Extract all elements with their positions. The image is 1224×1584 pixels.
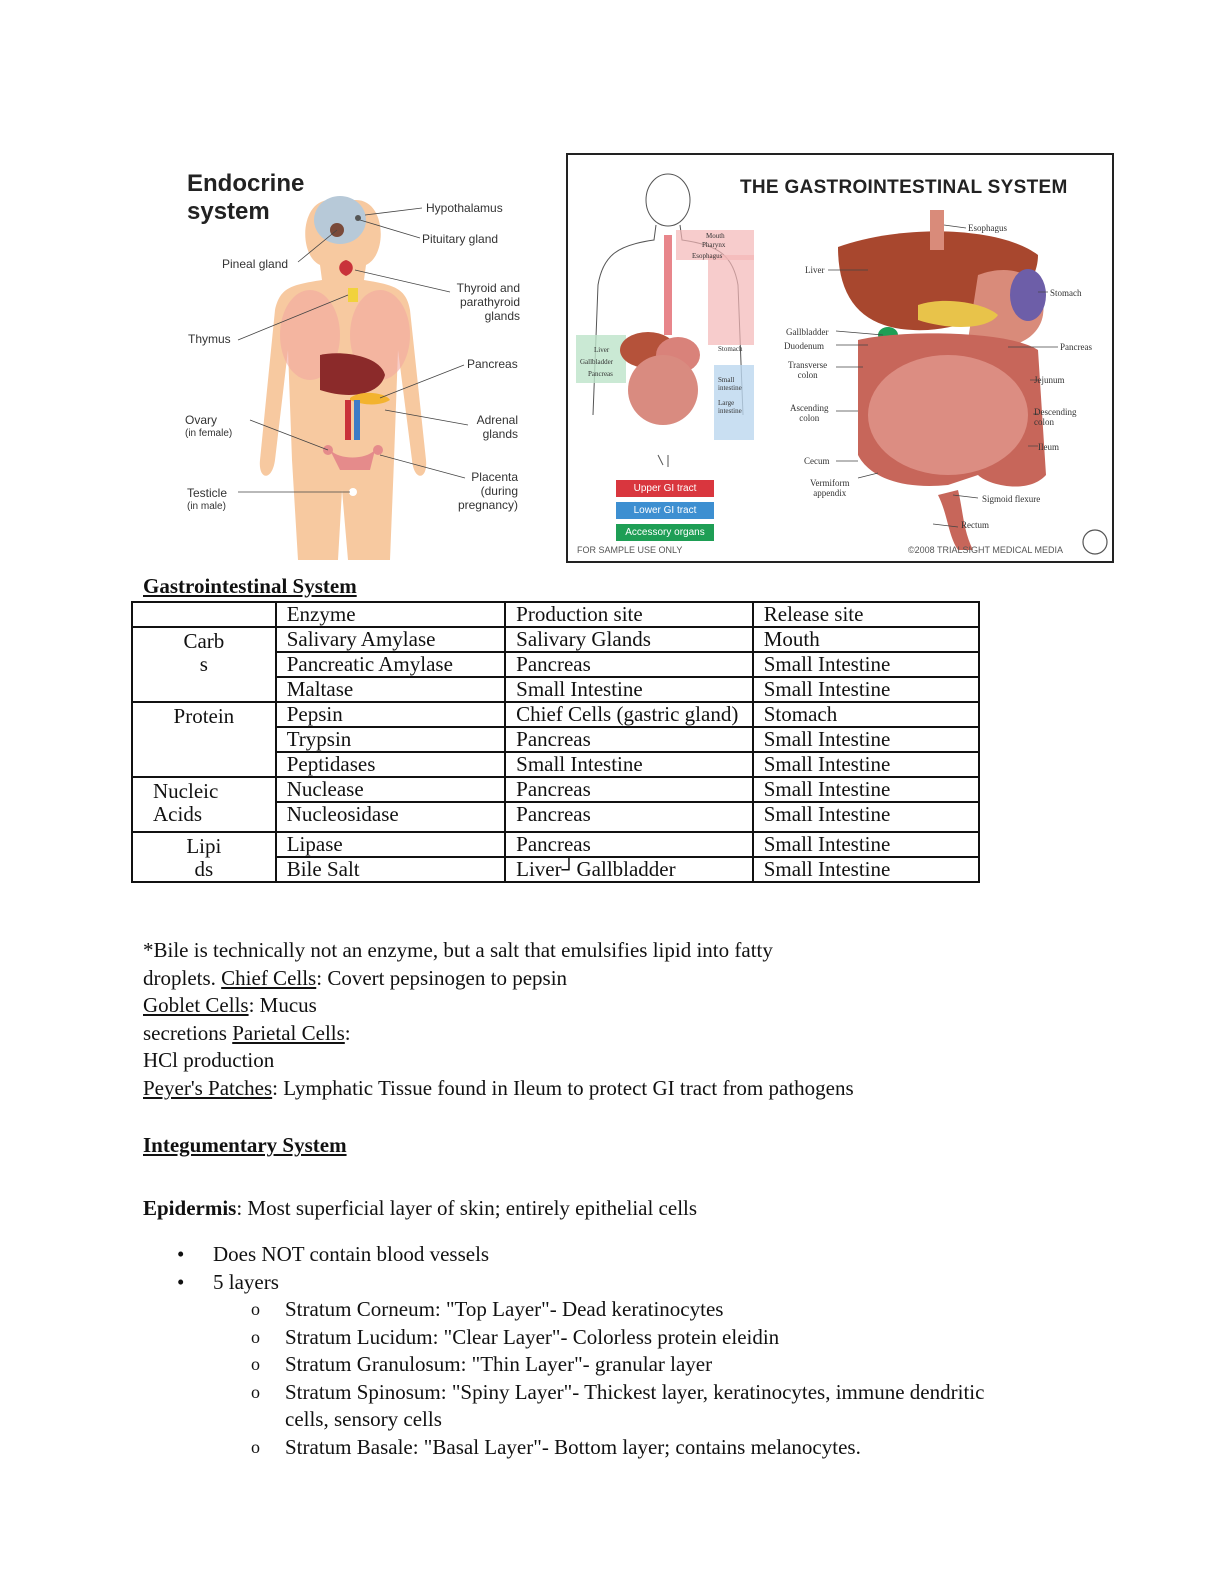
chief-cells-term: Chief Cells: [221, 965, 317, 990]
table-row: [132, 832, 979, 857]
gi-system-figure: [566, 153, 1114, 563]
category-lipids: [132, 832, 276, 882]
production-cell: Small Intestine: [505, 677, 753, 702]
layer-text: Stratum Corneum: "Top Layer"- Dead keratinocytes: [285, 1297, 724, 1321]
release-cell: Small Intestine: [753, 652, 979, 677]
bullet-text: 5 layers: [213, 1269, 279, 1294]
production-cell: Salivary Glands: [505, 627, 753, 652]
layer-text: Stratum Basale: "Basal Layer"- Bottom layer; contains melanocytes.: [285, 1434, 861, 1459]
release-cell: Small Intestine: [753, 752, 979, 777]
enzyme-cell: Pepsin: [276, 702, 505, 727]
label-small-intestine-1: Small: [718, 376, 735, 384]
label-rectum: Rectum: [961, 520, 989, 530]
list-item: [213, 1324, 1043, 1352]
label-thyroid-1: Thyroid and: [456, 281, 520, 295]
label-jejunum: Jejunum: [1034, 375, 1065, 385]
label-transverse-1: Transverse: [788, 360, 828, 370]
label-ascending-colon: [790, 403, 829, 423]
enzyme-cell: Salivary Amylase: [276, 627, 505, 652]
list-item: [143, 1241, 1043, 1269]
label-thyroid-2: parathyroid: [459, 295, 520, 309]
label-liver: Liver: [805, 265, 825, 275]
label-placenta-1: Placenta: [471, 470, 518, 484]
list-item: [213, 1379, 991, 1434]
layer-list: [213, 1296, 1043, 1461]
label-adrenal-1: Adrenal: [476, 413, 518, 427]
list-item: [143, 1269, 1043, 1462]
endocrine-title-line1: Endocrine: [187, 170, 305, 197]
gi-footer-left: FOR SAMPLE USE ONLY: [577, 545, 683, 555]
table-row: [132, 702, 979, 727]
label-thyroid-3: glands: [484, 309, 520, 323]
enzyme-cell: Peptidases: [276, 752, 505, 777]
enzyme-cell: Bile Salt: [276, 857, 505, 882]
hcl-text: HCl production: [143, 1048, 275, 1072]
label-ileum: Ileum: [1038, 442, 1059, 452]
header-cell: Release site: [753, 602, 979, 627]
label-gallbladder: Gallbladder: [786, 327, 829, 337]
production-cell: Pancreas: [505, 832, 753, 857]
label-ascending-2: colon: [799, 413, 820, 423]
label-adrenal: [450, 413, 518, 441]
label-placenta: [448, 470, 518, 512]
label-cecum: Cecum: [804, 456, 830, 466]
table-row: [132, 777, 979, 802]
epidermis-term: Epidermis: [143, 1196, 237, 1220]
sub-bullet-icon: o: [251, 1299, 260, 1319]
release-cell: Small Intestine: [753, 802, 979, 832]
endocrine-title-line2: system: [187, 198, 270, 225]
enzyme-cell: Lipase: [276, 832, 505, 857]
legend-accessory: Accessory organs: [616, 524, 714, 541]
enzyme-cell: Pancreatic Amylase: [276, 652, 505, 677]
label-esophagus: Esophagus: [968, 223, 1007, 233]
enzyme-cell: Nucleosidase: [276, 802, 505, 832]
label-ovary-sub: (in female): [185, 428, 233, 439]
category-carbs-1: Carb: [183, 629, 225, 653]
goblet-cells-def: : Mucus: [248, 993, 317, 1017]
label-sigmoid: Sigmoid flexure: [982, 494, 1041, 504]
list-item: [213, 1434, 1043, 1462]
production-cell: Pancreas: [505, 777, 753, 802]
endocrine-title: [187, 170, 304, 226]
label-pancreas: Pancreas: [467, 357, 518, 371]
production-cell: Small Intestine: [505, 752, 753, 777]
secretions-text: secretions: [143, 1020, 233, 1045]
label-transverse-2: colon: [797, 370, 818, 380]
enzyme-table: [131, 601, 980, 883]
label-thymus: Thymus: [188, 332, 231, 346]
header-cell: [132, 602, 276, 627]
label-testicle: [187, 486, 227, 514]
peyers-patches-def: : Lymphatic Tissue found in Ileum to protect GI tract from pathogens: [272, 1075, 854, 1100]
bullet-icon: •: [177, 1269, 185, 1294]
label-small-intestine-2: intestine: [718, 384, 742, 392]
parietal-cells-term: Parietal Cells: [232, 1020, 345, 1045]
category-lipids-2: ds: [194, 857, 214, 881]
legend-lower-gi: Lower GI tract: [616, 502, 714, 519]
list-item: [213, 1296, 1043, 1324]
production-cell: Pancreas: [505, 727, 753, 752]
label-ovary: [185, 413, 232, 441]
bullet-icon: •: [177, 1242, 185, 1266]
enzyme-cell: Trypsin: [276, 727, 505, 752]
category-nucleic-acids: [132, 777, 276, 832]
parietal-colon: :: [344, 1020, 351, 1045]
integumentary-heading: Integumentary System: [143, 1133, 347, 1157]
gi-section-heading: Gastrointestinal System: [143, 574, 357, 598]
category-nucleic-2: Acids: [153, 802, 202, 826]
production-cell: Chief Cells (gastric gland): [505, 702, 753, 727]
legend-upper-gi: Upper GI tract: [616, 480, 714, 497]
release-cell: Small Intestine: [753, 857, 979, 882]
label-pancreas-gi: Pancreas: [1060, 342, 1092, 352]
label-esophagus-small: Esophagus: [692, 252, 723, 260]
category-carbs-2: s: [199, 652, 208, 676]
label-pancreas-small: Pancreas: [588, 370, 613, 378]
label-stomach: Stomach: [1050, 288, 1082, 298]
category-nucleic-1: Nucleic: [153, 779, 219, 803]
epidermis-bullets: [143, 1241, 1043, 1461]
sub-bullet-icon: o: [251, 1381, 260, 1402]
sub-bullet-icon: o: [251, 1436, 260, 1457]
label-vermiform-2: appendix: [813, 488, 847, 498]
label-ascending-1: Ascending: [790, 403, 829, 413]
label-testicle-text: Testicle: [187, 486, 228, 500]
label-descending-1: Descending: [1034, 407, 1077, 417]
chief-cells-def: : Covert pepsinogen to pepsin: [316, 965, 568, 990]
label-gallbladder-small: Gallbladder: [580, 358, 614, 366]
layer-text: Stratum Granulosum: "Thin Layer"- granular layer: [285, 1352, 713, 1376]
goblet-cells-term: Goblet Cells: [143, 993, 249, 1017]
release-cell: Mouth: [753, 627, 979, 652]
label-pineal: Pineal gland: [222, 257, 289, 271]
bile-note-line2: droplets.: [143, 965, 222, 990]
epidermis-definition: [143, 1195, 697, 1223]
label-descending-colon: [1034, 407, 1077, 427]
label-mouth: Mouth: [706, 232, 725, 240]
label-testicle-sub: (in male): [187, 501, 226, 512]
label-thyroid: [442, 281, 520, 323]
sub-bullet-icon: o: [251, 1354, 260, 1374]
label-pharynx: Pharynx: [702, 241, 726, 249]
epidermis-def: : Most superficial layer of skin; entirely epithelial cells: [236, 1196, 698, 1220]
table-header-row: [132, 602, 979, 627]
bullet-text: Does NOT contain blood vessels: [213, 1242, 490, 1266]
label-descending-2: colon: [1034, 417, 1054, 427]
peyers-patches-term: Peyer's Patches: [143, 1075, 273, 1100]
gi-notes: [143, 937, 854, 1102]
label-transverse-colon: [788, 360, 827, 380]
enzyme-cell: Maltase: [276, 677, 505, 702]
category-carbs: [132, 627, 276, 702]
gi-footer-right: ©2008 TRIALSIGHT MEDICAL MEDIA: [908, 545, 1064, 555]
label-ovary-text: Ovary: [185, 413, 218, 427]
release-cell: Small Intestine: [753, 727, 979, 752]
release-cell: Small Intestine: [753, 677, 979, 702]
label-hypothalamus: Hypothalamus: [426, 201, 503, 215]
label-stomach-small: Stomach: [718, 345, 743, 353]
label-vermiform-appendix: [810, 478, 850, 498]
label-small-intestine: [718, 376, 742, 392]
gi-title: THE GASTROINTESTINAL SYSTEM: [740, 177, 1068, 198]
label-pituitary: Pituitary gland: [422, 232, 499, 246]
label-liver-small: Liver: [594, 346, 610, 354]
production-cell: Liver┘Gallbladder: [505, 857, 753, 882]
label-placenta-2: (during: [480, 484, 518, 498]
category-protein: Protein: [132, 702, 276, 777]
label-vermiform-1: Vermiform: [810, 478, 850, 488]
table-row: [132, 627, 979, 652]
label-large-intestine: [718, 399, 742, 415]
category-lipids-1: Lipi: [186, 834, 222, 858]
label-large-intestine-2: intestine: [718, 407, 742, 415]
header-cell: Production site: [505, 602, 753, 627]
production-cell: Pancreas: [505, 802, 753, 832]
enzyme-cell: Nuclease: [276, 777, 505, 802]
production-cell: Pancreas: [505, 652, 753, 677]
label-duodenum: Duodenum: [784, 341, 824, 351]
label-large-intestine-1: Large: [718, 399, 735, 407]
list-item: [213, 1351, 1043, 1379]
layer-text: Stratum Spinosum: "Spiny Layer"- Thickest layer, keratinocytes, immune dendritic cells, sensory cells: [285, 1379, 985, 1431]
layer-text: Stratum Lucidum: "Clear Layer"- Colorless protein eleidin: [285, 1324, 780, 1349]
vitruvian-logo-icon: [1083, 530, 1107, 554]
release-cell: Stomach: [753, 702, 979, 727]
endocrine-system-figure: [180, 160, 550, 560]
bile-note-line1: *Bile is technically not an enzyme, but a salt that emulsifies lipid into fatty: [143, 938, 773, 962]
label-adrenal-2: glands: [482, 427, 518, 441]
sub-bullet-icon: o: [251, 1326, 260, 1347]
header-cell: Enzyme: [276, 602, 505, 627]
release-cell: Small Intestine: [753, 777, 979, 802]
label-placenta-3: pregnancy): [457, 498, 518, 512]
release-cell: Small Intestine: [753, 832, 979, 857]
